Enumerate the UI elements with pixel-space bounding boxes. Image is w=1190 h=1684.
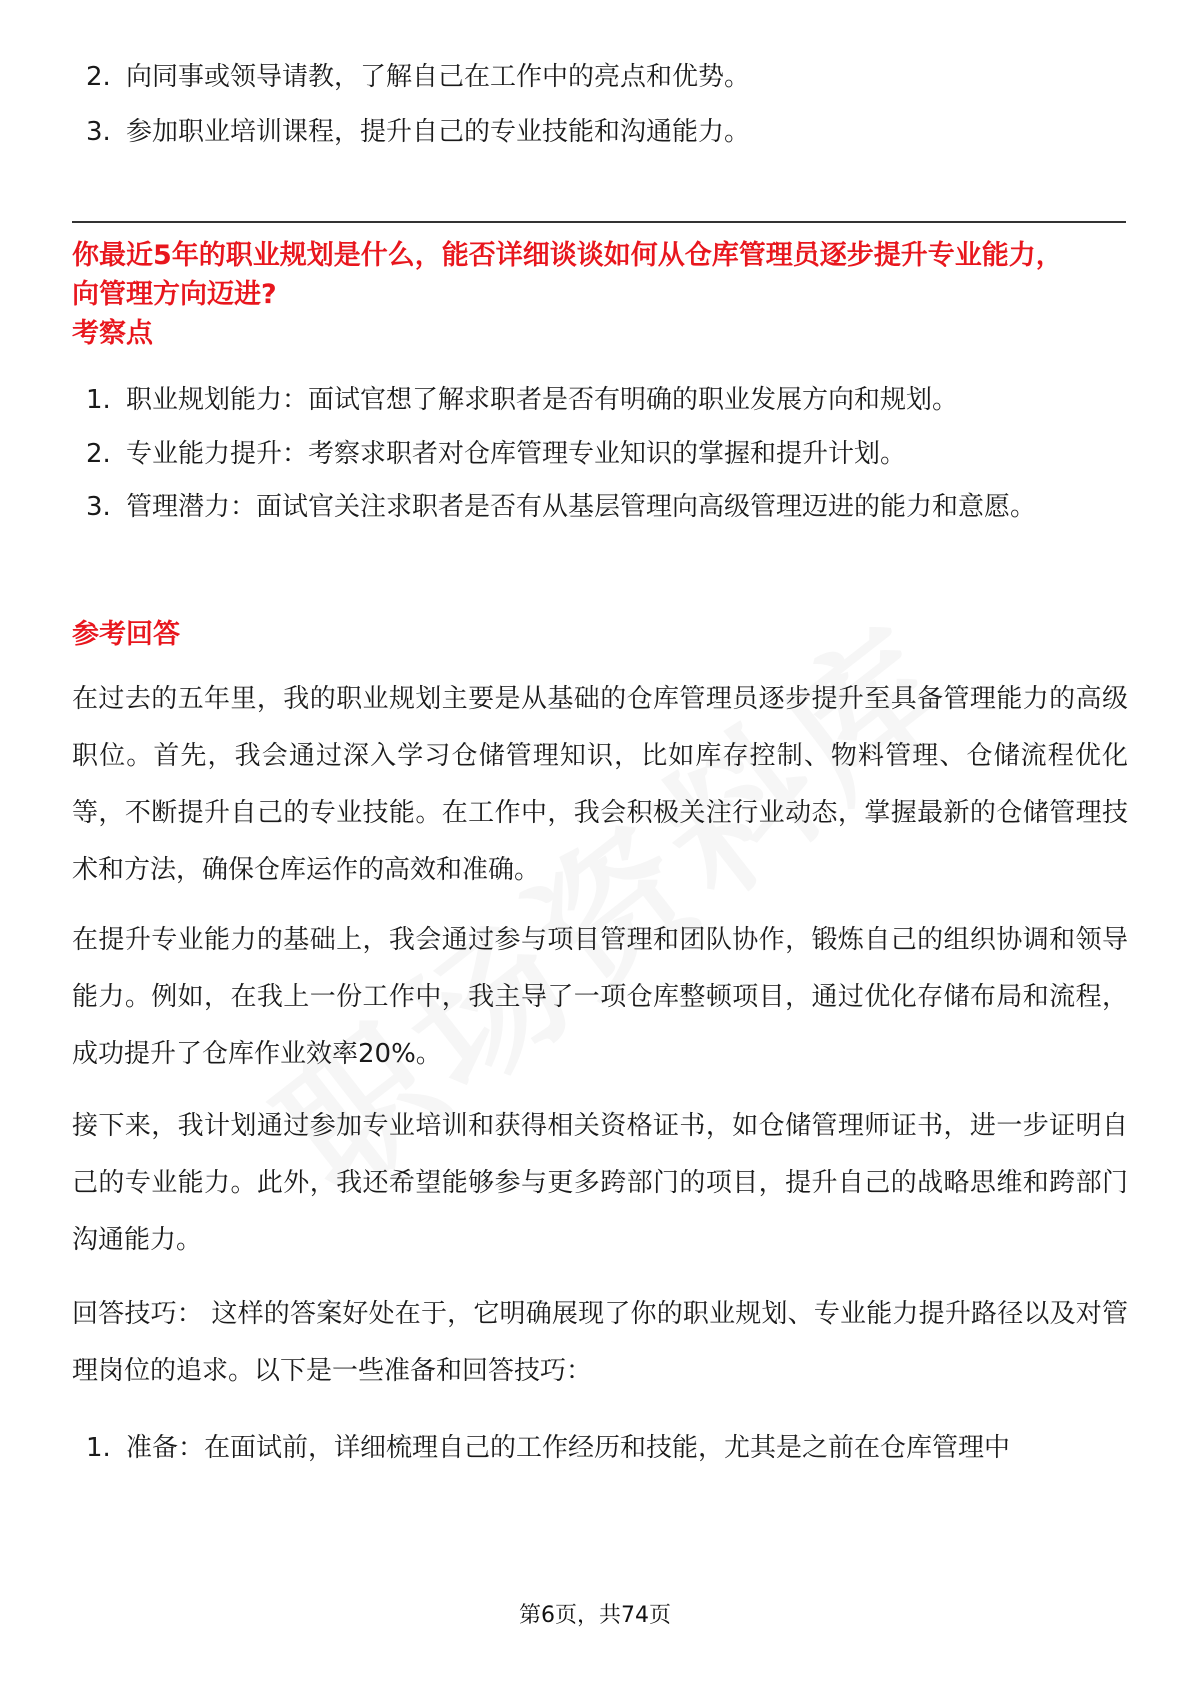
focus-heading: 考察点 [72, 318, 153, 349]
list-text: 参加职业培训课程，提升自己的专业技能和沟通能力。 [126, 117, 751, 147]
answer-paragraph: 在提升专业能力的基础上，我会通过参与项目管理和团队协作，锻炼自己的组织协调和领导能力。例如，在我上一份工作中，我主导了一项仓库整顿项目，通过优化存储布局和流程，成功提升了仓库作业效率20%。 [72, 925, 1128, 1069]
list-number: 2. [86, 439, 111, 469]
list-number: 1. [86, 385, 111, 415]
list-text: 管理潜力：面试官关注求职者是否有从基层管理向高级管理迈进的能力和意愿。 [126, 492, 1037, 522]
list-number: 3. [86, 492, 111, 522]
section-divider [72, 221, 1126, 223]
list-text: 向同事或领导请教，了解自己在工作中的亮点和优势。 [126, 62, 751, 92]
list-text: 专业能力提升：考察求职者对仓库管理专业知识的掌握和提升计划。 [126, 439, 907, 469]
list-item [86, 48, 1126, 106]
answer-paragraph: 接下来，我计划通过参加专业培训和获得相关资格证书，如仓储管理师证书，进一步证明自己的专业能力。此外，我还希望能够参与更多跨部门的项目，提升自己的战略思维和跨部门沟通能力。 [72, 1111, 1128, 1255]
focus-item [86, 478, 1126, 536]
interview-question: 你最近5年的职业规划是什么，能否详细谈谈如何从仓库管理员逐步提升专业能力，向管理方向迈进? [72, 240, 1063, 310]
page-footer: 第6页，共74页 [519, 1603, 671, 1628]
focus-item [86, 371, 1126, 429]
list-number: 3. [86, 117, 111, 147]
answer-tips-intro: 回答技巧： 这样的答案好处在于，它明确展现了你的职业规划、专业能力提升路径以及对管理岗位的追求。以下是一些准备和回答技巧： [72, 1299, 1128, 1386]
focus-item [86, 425, 1126, 483]
list-text: 职业规划能力：面试官想了解求职者是否有明确的职业发展方向和规划。 [126, 385, 959, 415]
list-number: 1. [86, 1433, 111, 1463]
list-number: 2. [86, 62, 111, 92]
answer-paragraph: 在过去的五年里，我的职业规划主要是从基础的仓库管理员逐步提升至具备管理能力的高级职位。首先，我会通过深入学习仓储管理知识，比如库存控制、物料管理、仓储流程优化等，不断提升自己的专业技能。在工作中，我会积极关注行业动态，掌握最新的仓储管理技术和方法，确保仓库运作的高效和准确。 [72, 684, 1128, 885]
list-text: 准备：在面试前，详细梳理自己的工作经历和技能，尤其是之前在仓库管理中 [126, 1433, 1011, 1463]
tip-item [86, 1419, 1126, 1477]
list-item [86, 103, 1126, 161]
answer-heading: 参考回答 [72, 619, 180, 650]
